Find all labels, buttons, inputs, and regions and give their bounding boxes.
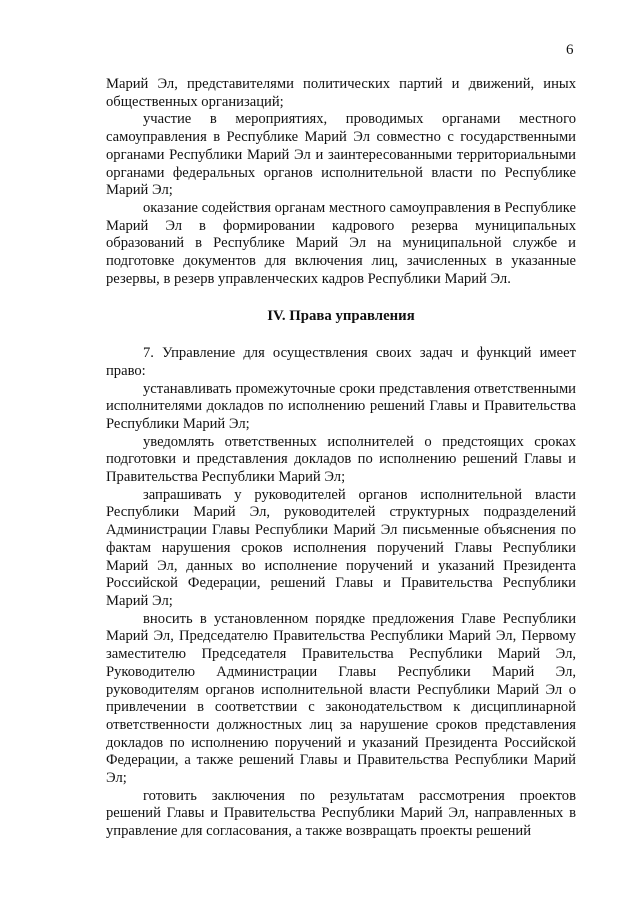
page-number: 6: [566, 42, 574, 58]
paragraph: 7. Управление для осуществления своих задач и функций имеет право:: [106, 345, 576, 379]
paragraph: готовить заключения по результатам рассмотрения проектов решений Главы и Правительства Республики Марий Эл, направленных в управление для согласования, а также возвращать проекты решений: [106, 787, 576, 840]
document-body: [106, 76, 576, 841]
paragraph: участие в мероприятиях, проводимых органами местного самоуправления в Республике Марий Эл совместно с государственными органами Республики Марий Эл и заинтересованными территориальными органами федеральных органов исполнительной власти по Республике Марий Эл;: [106, 111, 576, 199]
paragraph: вносить в установленном порядке предложения Главе Республики Марий Эл, Председателю Правительства Республики Марий Эл, Первому заместителю Председателя Правительства Республики Марий Эл, Руководителю Администрации Главы Республики Марий Эл, руководителям органов исполнительной власти Республики Марий Эл о привлечении в соответствии с законодательством к дисциплинарной ответственности должностных лиц за нарушение сроков представления докладов по исполнению поручений и указаний Президента Российской Федерации, а также решений Главы и Правительства Республики Марий Эл;: [106, 610, 576, 787]
paragraph: Марий Эл, представителями политических партий и движений, иных общественных организаций;: [106, 76, 576, 110]
paragraph: оказание содействия органам местного самоуправления в Республике Марий Эл в формировании кадрового резерва муниципальных образований в Республике Марий Эл на муниципальной службе и подготовке документов для включения лиц, зачисленных в указанные резервы, в резерв управленческих кадров Республики Марий Эл.: [106, 199, 576, 287]
section-heading: IV. Права управления: [267, 308, 415, 325]
paragraph: устанавливать промежуточные сроки представления ответственными исполнителями докладов по исполнению решений Главы и Правительства Республики Марий Эл;: [106, 380, 576, 432]
paragraph: уведомлять ответственных исполнителей о предстоящих сроках подготовки и представления докладов по исполнению решений Главы и Правительства Республики Марий Эл;: [106, 433, 576, 486]
paragraph: запрашивать у руководителей органов исполнительной власти Республики Марий Эл, руководителей структурных подразделений Администрации Главы Республики Марий Эл письменные объяснения по фактам нарушения сроков исполнения поручений Главы Республики Марий Эл, данных во исполнение поручений и указаний Президента Российской Федерации, решений Главы и Правительства Республики Марий Эл;: [106, 486, 576, 609]
